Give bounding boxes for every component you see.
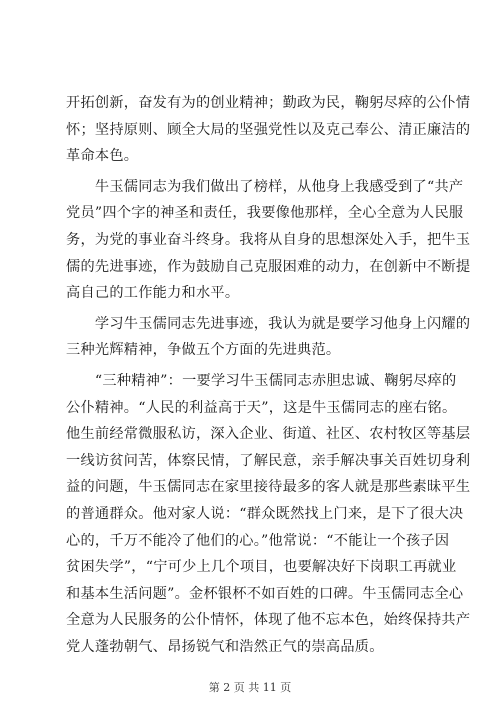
page-number-footer: 第 2 页 共 11 页 xyxy=(208,681,292,694)
text-line: 他生前经常微服私访，深入企业、街道、社区、农村牧区等基层 xyxy=(66,426,471,443)
text-line: “三种精神”：一要学习牛玉儒同志赤胆忠诚、鞠躬尽瘁的 xyxy=(66,372,457,389)
text-line: 贫困失学”，“宁可少上几个项目，也要解决好下岗职工再就业 xyxy=(66,559,457,576)
text-line: 三种光辉精神，争做五个方面的先进典范。 xyxy=(66,342,341,359)
text-line: 革命本色。 xyxy=(66,148,139,165)
text-line: 一线访贫问苦，体察民情，了解民意，亲手解决事关百姓切身利 xyxy=(66,452,471,469)
text-line: 和基本生活问题”。金杯银杯不如百姓的口碑。牛玉儒同志全心 xyxy=(66,585,464,602)
text-line: 儒的先进事迹，作为鼓励自己克服困难的动力，在创新中不断提 xyxy=(66,258,471,275)
text-line: 务，为党的事业奋斗终身。我将从自身的思想深处入手，把牛玉 xyxy=(66,231,471,248)
text-line: 党员”四个字的神圣和责任，我要像他那样，全心全意为人民服 xyxy=(66,205,464,222)
paragraph xyxy=(66,311,471,364)
paragraph xyxy=(66,90,471,170)
document-body xyxy=(66,90,471,664)
text-line: 益的问题，牛玉儒同志在家里接待最多的客人就是那些素昧平生 xyxy=(66,479,471,496)
paragraph xyxy=(66,368,471,661)
text-line: 心的，千万不能冷了他们的心。”他常说：“不能让一个孩子因 xyxy=(66,532,450,549)
text-line: 全意为人民服务的公仆情怀，体现了他不忘本色，始终保持共产 xyxy=(66,612,471,629)
paragraph xyxy=(66,174,471,307)
text-line: 牛玉儒同志为我们做出了榜样，从他身上我感受到了“共产 xyxy=(66,178,464,195)
text-line: 开拓创新，奋发有为的创业精神；勤政为民，鞠躬尽瘁的公仆情 xyxy=(66,95,471,111)
text-line: 党人蓬勃朝气、昂扬锐气和浩然正气的崇高品质。 xyxy=(66,638,384,655)
text-line: 公仆精神。“人民的利益高于天”，这是牛玉儒同志的座右铭。 xyxy=(66,399,457,416)
text-line: 怀；坚持原则、顾全大局的坚强党性以及克己奉公、清正廉洁的 xyxy=(66,121,471,138)
text-line: 学习牛玉儒同志先进事迹，我认为就是要学习他身上闪耀的 xyxy=(66,315,471,332)
text-line: 的普通群众。他对家人说：“群众既然找上门来，是下了很大决 xyxy=(66,505,464,522)
text-line: 高自己的工作能力和水平。 xyxy=(66,285,240,302)
